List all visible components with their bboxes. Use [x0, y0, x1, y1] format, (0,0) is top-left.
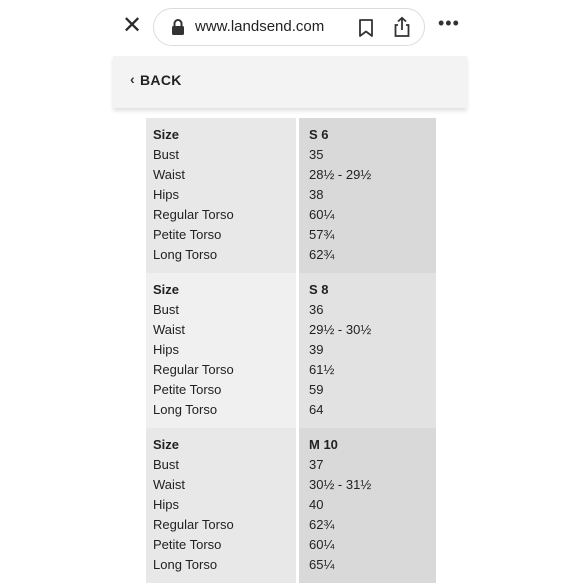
more-icon[interactable]: •••: [438, 13, 460, 33]
row-label: Waist: [153, 477, 186, 492]
bookmark-icon[interactable]: [357, 18, 375, 38]
row-value: 62¾: [309, 517, 335, 532]
row-label: Regular Torso: [153, 517, 234, 532]
table-row: [146, 320, 436, 340]
row-value: 30½ - 31½: [309, 477, 372, 492]
table-row: [146, 515, 436, 535]
lock-icon: [171, 19, 185, 35]
size-chart-table: [146, 118, 436, 583]
row-label: Long Torso: [153, 247, 218, 262]
back-chevron-icon[interactable]: ‹: [130, 71, 135, 87]
row-label: Long Torso: [153, 557, 218, 572]
back-bar: [113, 56, 467, 108]
row-value: 60¼: [309, 207, 335, 222]
url-text[interactable]: www.landsend.com: [195, 18, 325, 35]
row-label: Hips: [153, 342, 180, 357]
row-label: Bust: [153, 457, 180, 472]
table-row: [146, 145, 436, 165]
size-block: [146, 273, 436, 428]
row-value: 39: [309, 342, 324, 357]
table-row: [146, 360, 436, 380]
size-block: [146, 118, 436, 273]
close-icon[interactable]: ✕: [121, 12, 143, 39]
table-row: [146, 435, 436, 455]
row-value: 29½ - 30½: [309, 322, 372, 337]
row-label: Size: [153, 282, 180, 297]
table-row: [146, 340, 436, 360]
row-label: Bust: [153, 302, 180, 317]
row-value: 36: [309, 302, 324, 317]
row-label: Size: [153, 437, 180, 452]
table-row: [146, 280, 436, 300]
table-row: [146, 205, 436, 225]
row-value: S 6: [309, 127, 329, 142]
row-value: 64: [309, 402, 324, 417]
row-label: Petite Torso: [153, 382, 222, 397]
table-row: [146, 380, 436, 400]
row-label: Regular Torso: [153, 207, 234, 222]
row-value: 60¼: [309, 537, 335, 552]
table-row: [146, 495, 436, 515]
row-value: 65¼: [309, 557, 335, 572]
share-icon[interactable]: [392, 16, 412, 38]
browser-toolbar: [0, 0, 580, 56]
row-value: 37: [309, 457, 324, 472]
address-bar[interactable]: [153, 8, 425, 46]
row-label: Waist: [153, 322, 186, 337]
row-label: Petite Torso: [153, 227, 222, 242]
table-row: [146, 245, 436, 265]
row-value: 38: [309, 187, 324, 202]
table-row: [146, 225, 436, 245]
size-block: [146, 428, 436, 583]
row-label: Long Torso: [153, 402, 218, 417]
row-label: Bust: [153, 147, 180, 162]
row-label: Hips: [153, 187, 180, 202]
row-value: 35: [309, 147, 324, 162]
table-row: [146, 475, 436, 495]
row-value: 28½ - 29½: [309, 167, 372, 182]
table-row: [146, 400, 436, 420]
row-label: Size: [153, 127, 180, 142]
row-value: 57¾: [309, 227, 335, 242]
row-value: 62¾: [309, 247, 335, 262]
table-row: [146, 535, 436, 555]
back-button[interactable]: BACK: [140, 72, 182, 88]
row-value: 61½: [309, 362, 335, 377]
table-row: [146, 455, 436, 475]
row-value: 40: [309, 497, 324, 512]
row-label: Petite Torso: [153, 537, 222, 552]
row-label: Regular Torso: [153, 362, 234, 377]
table-row: [146, 185, 436, 205]
row-value: M 10: [309, 437, 338, 452]
row-label: Hips: [153, 497, 180, 512]
table-row: [146, 300, 436, 320]
row-label: Waist: [153, 167, 186, 182]
table-row: [146, 165, 436, 185]
row-value: 59: [309, 382, 324, 397]
row-value: S 8: [309, 282, 329, 297]
table-row: [146, 125, 436, 145]
table-row: [146, 555, 436, 575]
